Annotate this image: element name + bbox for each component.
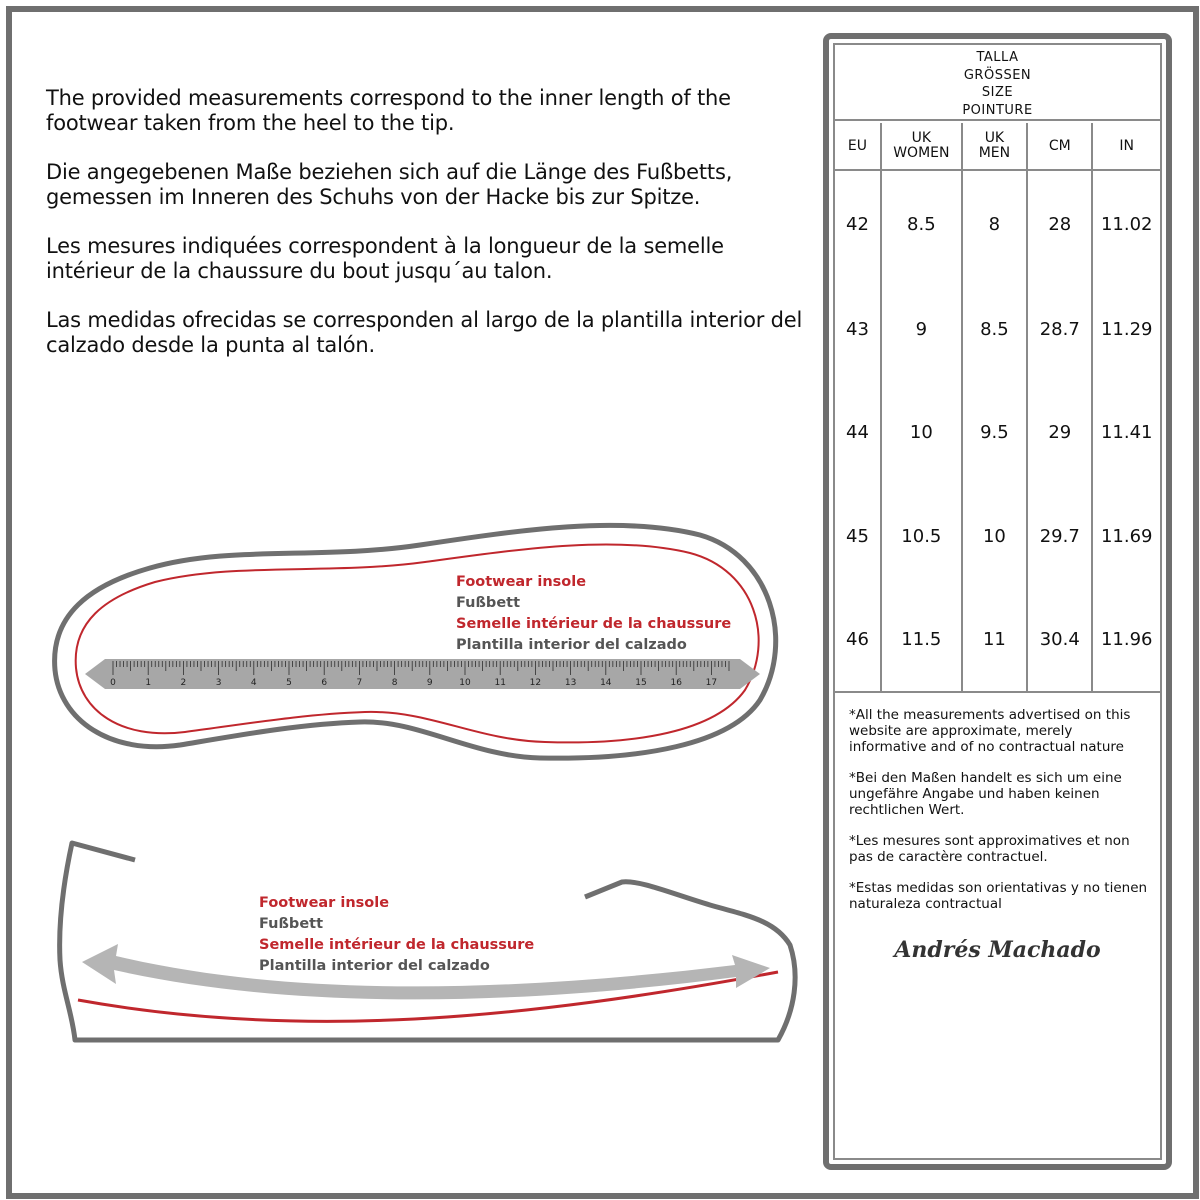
cell-uk-men: 8.5 — [962, 278, 1027, 381]
intro-de: Die angegebenen Maße beziehen sich auf die Länge des Fußbetts, gemessen im Inneren des Schuhs von der Hacke bis zur Spitze. — [46, 160, 733, 209]
cell-eu: 43 — [846, 318, 869, 340]
size-table-header-row — [835, 123, 1160, 170]
ruler-label: 15 — [635, 678, 647, 688]
table-divider — [835, 691, 1160, 693]
cell-cm: 28.7 — [1027, 278, 1092, 381]
intro-es: Las medidas ofrecidas se corresponden al largo de la plantilla interior del calzado desde la punta al talón. — [46, 308, 803, 357]
ruler-label: 8 — [391, 678, 398, 688]
insole-label-side-en: Footwear insole — [259, 895, 390, 911]
cell-uk-men: 11 — [962, 588, 1027, 691]
ruler-label: 12 — [529, 678, 542, 688]
ruler-label: 7 — [356, 678, 363, 688]
table-row — [835, 484, 1160, 587]
cell-uk-women: 10 — [881, 381, 962, 484]
insole-label-side-fr: Semelle intérieur de la chaussure — [259, 937, 535, 953]
ruler-label: 9 — [426, 678, 433, 688]
col-in: IN — [1092, 123, 1160, 170]
disclaimer-notes — [849, 707, 1152, 927]
cell-in: 11.96 — [1092, 588, 1160, 691]
cell-uk-men: 9.5 — [962, 381, 1027, 484]
cell-eu: 42 — [846, 213, 869, 235]
ruler-label: 3 — [215, 678, 222, 688]
header-pointure: POINTURE — [962, 102, 1033, 118]
cell-uk-women: 9 — [881, 278, 962, 381]
insole-label-es: Plantilla interior del calzado — [456, 637, 687, 653]
intro-fr: Les mesures indiquées correspondent à la longueur de la semelle intérieur de la chaussure du bout jusqu´au talon. — [46, 234, 724, 283]
cell-in: 11.41 — [1092, 381, 1160, 484]
insole-label-side-de: Fußbett — [259, 916, 324, 932]
ruler-label: 10 — [459, 678, 471, 688]
cell-cm: 28 — [1027, 170, 1092, 278]
cell-cm: 29 — [1027, 381, 1092, 484]
cell-uk-men: 8 — [962, 170, 1027, 278]
cell-in: 11.29 — [1092, 278, 1160, 381]
note-es: *Estas medidas son orientativas y no tienen naturaleza contractual — [849, 880, 1148, 912]
size-chart-panel — [823, 33, 1172, 1170]
cell-eu: 44 — [846, 422, 869, 444]
note-en: *All the measurements advertised on this website are approximate, merely informative and of no contractual nature — [849, 707, 1131, 755]
cell-cm: 29.7 — [1027, 484, 1092, 587]
cell-uk-women: 8.5 — [881, 170, 962, 278]
header-size: SIZE — [981, 85, 1014, 100]
ruler-label: 14 — [600, 678, 612, 688]
cell-uk-men: 10 — [962, 484, 1027, 587]
cell-eu: 46 — [846, 628, 869, 650]
ruler-label: 2 — [180, 678, 187, 688]
ruler-label: 4 — [250, 678, 257, 688]
table-row — [835, 381, 1160, 484]
insole-label-en: Footwear insole — [456, 574, 587, 590]
intro-en: The provided measurements correspond to the inner length of the footwear taken from the heel to the tip. — [46, 86, 731, 135]
ruler-label: 0 — [110, 678, 116, 688]
table-row — [835, 170, 1160, 278]
ruler-label: 16 — [670, 678, 682, 688]
ruler-label: 5 — [286, 678, 292, 688]
header-groessen: GRÖSSEN — [963, 67, 1032, 83]
cell-uk-women: 11.5 — [881, 588, 962, 691]
brand-signature: Andrés Machado — [894, 937, 1101, 963]
table-row — [835, 278, 1160, 381]
col-cm: CM — [1027, 123, 1092, 170]
ruler-label: 1 — [145, 678, 152, 688]
col-uk-women: UK WOMEN — [881, 123, 962, 170]
size-table — [835, 123, 1160, 691]
header-talla: TALLA — [976, 50, 1019, 65]
ruler-label: 13 — [564, 678, 577, 688]
size-chart-header — [835, 45, 1160, 121]
ruler-label: 17 — [705, 678, 718, 688]
col-uk-men: UK MEN — [962, 123, 1027, 170]
cell-in: 11.02 — [1092, 170, 1160, 278]
cell-in: 11.69 — [1092, 484, 1160, 587]
size-chart-inner — [833, 43, 1162, 1160]
col-eu: EU — [835, 123, 881, 170]
ruler-label: 11 — [494, 678, 506, 688]
insole-labels-side — [259, 893, 534, 977]
cell-uk-women: 10.5 — [881, 484, 962, 587]
insole-label-fr: Semelle intérieur de la chaussure — [456, 616, 732, 632]
cell-eu: 45 — [846, 525, 869, 547]
note-de: *Bei den Maßen handelt es sich um eine ungefähre Angabe und haben keinen rechtlichen Wert. — [849, 770, 1122, 818]
cell-cm: 30.4 — [1027, 588, 1092, 691]
table-row — [835, 588, 1160, 691]
insole-label-side-es: Plantilla interior del calzado — [259, 958, 490, 974]
note-fr: *Les mesures sont approximatives et non pas de caractère contractuel. — [849, 833, 1130, 865]
insole-label-de: Fußbett — [456, 595, 521, 611]
ruler-label: 6 — [321, 678, 328, 688]
